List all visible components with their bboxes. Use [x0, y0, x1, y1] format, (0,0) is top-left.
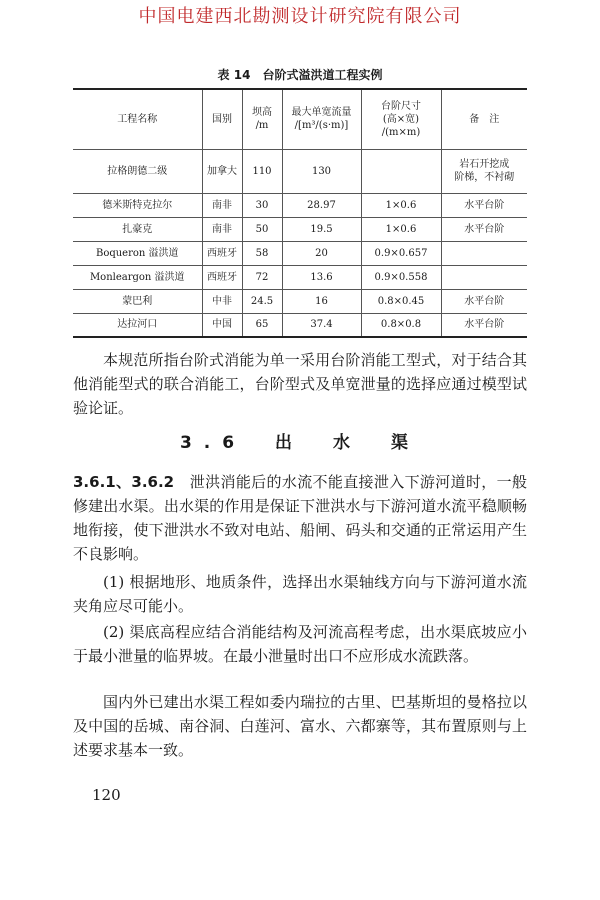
cell-remark — [441, 265, 527, 289]
cell-remark: 水平台阶 — [441, 313, 527, 337]
table-row — [73, 313, 527, 337]
cell-height: 24.5 — [242, 289, 282, 313]
table-row — [73, 149, 527, 193]
cell-remark: 岩石开挖成 阶梯，不衬砌 — [441, 149, 527, 193]
cell-height: 30 — [242, 193, 282, 217]
cell-step: 1×0.6 — [361, 193, 441, 217]
table-row — [73, 217, 527, 241]
list-item: (1) 根据地形、地质条件，选择出水渠轴线方向与下游河道水流夹角应尽可能小。 — [73, 573, 527, 615]
cell-step: 0.8×0.45 — [361, 289, 441, 313]
cell-name: 德米斯特克拉尔 — [73, 193, 202, 217]
spillway-examples-table — [73, 88, 527, 338]
header-name: 工程名称 — [73, 89, 202, 149]
list-item: (2) 渠底高程应结合消能结构及河流高程考虑，出水渠底坡应小于最小泄量的临界坡。在最小泄量时出口不应形成水流跌落。 — [73, 623, 527, 665]
intro-paragraph: 本规范所指台阶式消能为单一采用台阶消能工型式，对于结合其他消能型式的联合消能工，台阶型式及单宽泄量的选择应通过模型试验论证。 — [73, 351, 527, 417]
cell-remark: 水平台阶 — [441, 193, 527, 217]
header-remark: 备 注 — [441, 89, 527, 149]
header-height: 坝高 /m — [242, 89, 282, 149]
table-title: 台阶式溢洪道工程实例 — [262, 68, 383, 82]
closing-paragraph: 国内外已建出水渠工程如委内瑞拉的古里、巴基斯坦的曼格拉以及中国的岳城、南谷洞、白莲河、富水、六都寨等，其布置原则与上述要求基本一致。 — [73, 693, 527, 759]
cell-step: 0.9×0.657 — [361, 241, 441, 265]
table-row — [73, 193, 527, 217]
cell-country: 南非 — [202, 193, 242, 217]
cell-flow: 37.4 — [282, 313, 361, 337]
cell-country: 中国 — [202, 313, 242, 337]
cell-name: 拉格朗德二级 — [73, 149, 202, 193]
cell-height: 65 — [242, 313, 282, 337]
table-row — [73, 265, 527, 289]
cell-flow: 13.6 — [282, 265, 361, 289]
cell-step: 1×0.6 — [361, 217, 441, 241]
cell-height: 58 — [242, 241, 282, 265]
table-row — [73, 289, 527, 313]
cell-step: 0.9×0.558 — [361, 265, 441, 289]
cell-step: 0.8×0.8 — [361, 313, 441, 337]
table-number: 表 14 — [217, 68, 251, 82]
cell-country: 中非 — [202, 289, 242, 313]
cell-country: 南非 — [202, 217, 242, 241]
cell-flow: 16 — [282, 289, 361, 313]
cell-name: Boqueron 溢洪道 — [73, 241, 202, 265]
cell-flow: 19.5 — [282, 217, 361, 241]
cell-step — [361, 149, 441, 193]
cell-height: 72 — [242, 265, 282, 289]
cell-height: 110 — [242, 149, 282, 193]
page-number: 120 — [92, 786, 121, 804]
section-heading: 3.6 出 水 渠 — [179, 433, 421, 453]
clause-paragraph — [73, 470, 527, 566]
clause-reference: 3.6.1、3.6.2 — [73, 473, 175, 491]
header-flow: 最大单宽流量 /[m³/(s·m)] — [282, 89, 361, 149]
cell-remark: 水平台阶 — [441, 217, 527, 241]
cell-name: 扎豪克 — [73, 217, 202, 241]
cell-name: 蒙巴利 — [73, 289, 202, 313]
cell-name: Monleargon 溢洪道 — [73, 265, 202, 289]
cell-country: 加拿大 — [202, 149, 242, 193]
watermark-company-name: 中国电建西北勘测设计研究院有限公司 — [138, 6, 462, 27]
cell-height: 50 — [242, 217, 282, 241]
cell-country: 西班牙 — [202, 241, 242, 265]
cell-flow: 28.97 — [282, 193, 361, 217]
header-step-size: 台阶尺寸 (高×宽) /(m×m) — [361, 89, 441, 149]
cell-name: 达拉河口 — [73, 313, 202, 337]
cell-country: 西班牙 — [202, 265, 242, 289]
header-country: 国别 — [202, 89, 242, 149]
cell-remark: 水平台阶 — [441, 289, 527, 313]
cell-flow: 130 — [282, 149, 361, 193]
cell-flow: 20 — [282, 241, 361, 265]
table-row — [73, 241, 527, 265]
table-header-row — [73, 89, 527, 149]
table-caption — [0, 66, 600, 83]
clause-text: 泄洪消能后的水流不能直接泄入下游河道时，一般修建出水渠。出水渠的作用是保证下泄洪水与下游河道水流平稳顺畅地衔接，使下泄洪水不致对电站、船闸、码头和交通的正常运用产生不良影响。 — [73, 473, 527, 563]
cell-remark — [441, 241, 527, 265]
